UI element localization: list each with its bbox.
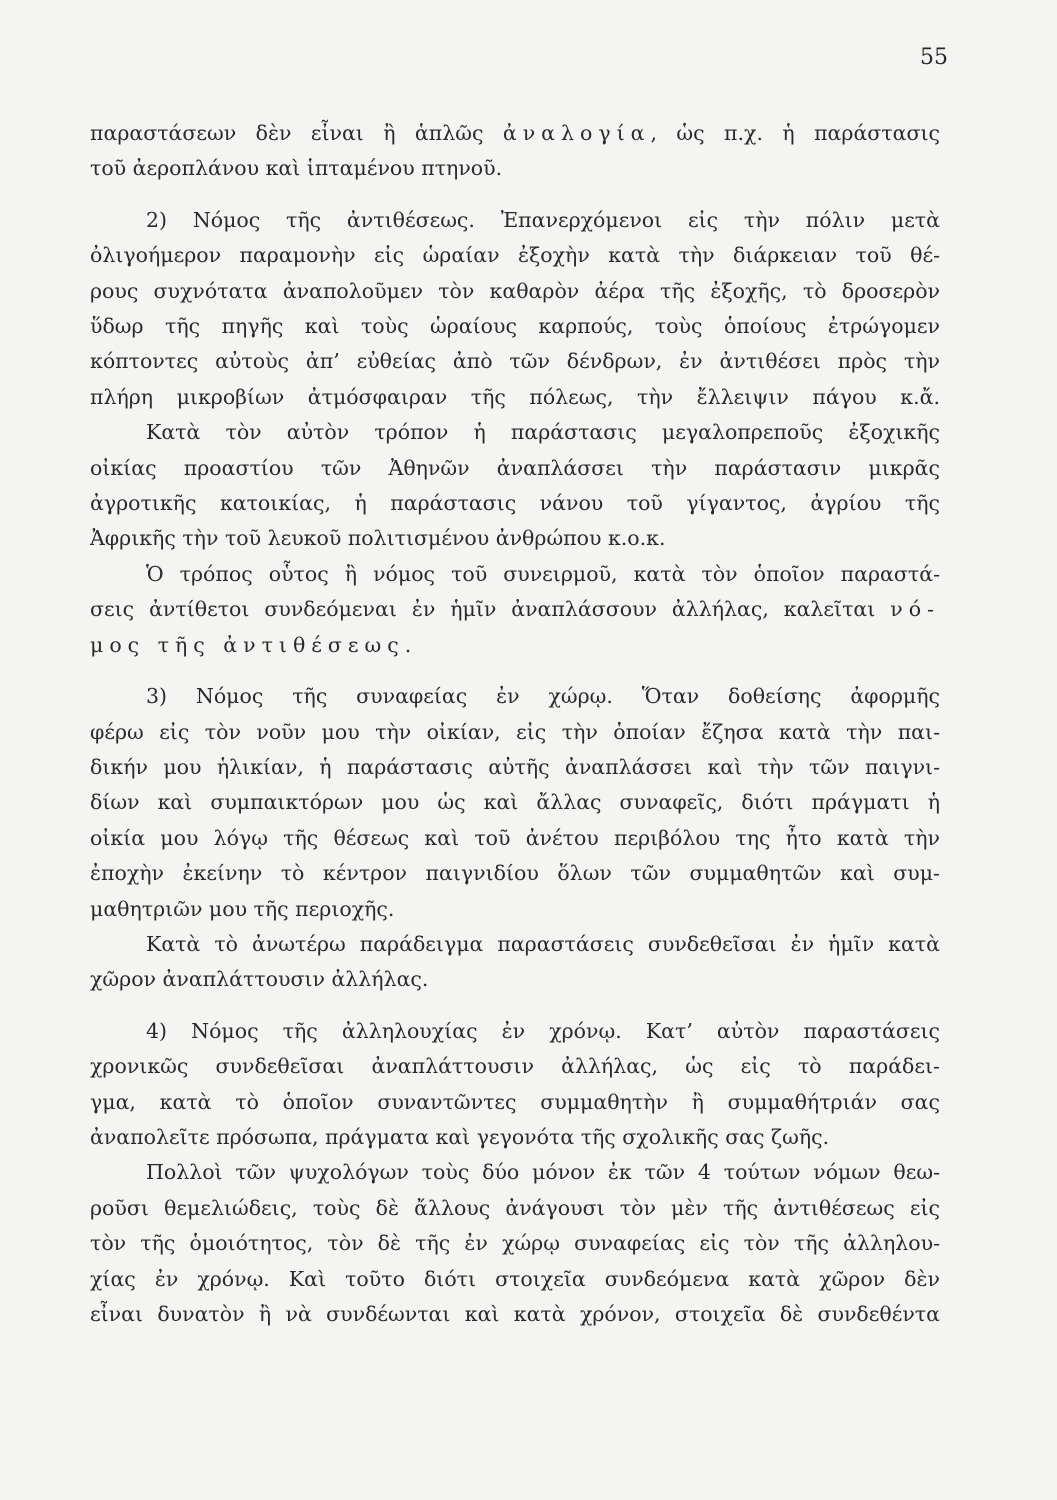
spaced-term: μος τῆς ἀντιθέσεως [90,632,405,657]
section-heading-line: 3) Νόμος τῆς συναφείας ἐν χώρῳ. Ὅταν δοθείσης ἀφορμῆς [146,684,940,709]
text-line: ἀγροτικῆς κατοικίας, ἡ παράστασις νάνου τοῦ γίγαντος, ἀγρίου τῆς [90,491,940,516]
text-line: πλήρη μικροβίων ἀτμόσφαιραν τῆς πόλεως, τὴν ἔλλειψιν πάγου κ.ἄ. [90,384,940,409]
text-line: ὕδωρ τῆς πηγῆς καὶ τοὺς ὡραίους καρπούς, τοὺς ὁποίους ἐτρώγομεν [90,314,940,339]
text-line: ὀλιγοήμερον παραμονὴν εἰς ὡραίαν ἐξοχὴν κατὰ τὴν διάρκειαν τοῦ θέ- [90,243,940,268]
section-heading-line: 4) Νόμος τῆς ἀλληλουχίας ἐν χρόνῳ. Κατ’ αὐτὸν παραστάσεις [146,1018,940,1043]
text-line: Κατὰ τὸ ἀνωτέρω παράδειγμα παραστάσεις συνδεθεῖσαι ἐν ἡμῖν κατὰ [146,931,940,956]
section-heading-line: 2) Νόμος τῆς ἀντιθέσεως. Ἐπανερχόμενοι εἰς τὴν πόλιν μετὰ [146,207,940,232]
text-line: οἰκία μου λόγῳ τῆς θέσεως καὶ τοῦ ἀνέτου περιβόλου της ἦτο κατὰ τὴν [90,825,940,850]
text-line: ροῦσι θεμελιώδεις, τοὺς δὲ ἄλλους ἀνάγουσι τὸν μὲν τῆς ἀντιθέσεως εἰς [90,1195,940,1220]
text-line: γμα, κατὰ τὸ ὁποῖον συναντῶντες συμμαθητὴν ἢ συμμαθήτριάν σας [90,1089,940,1114]
text-line: ἐποχὴν ἐκείνην τὸ κέντρον παιγνιδίου ὅλων τῶν συμμαθητῶν καὶ συμ- [90,861,940,886]
spaced-term: νό- [890,597,940,622]
text-line: Πολλοὶ τῶν ψυχολόγων τοὺς δύο μόνον ἐκ τῶν 4 τούτων νόμων θεω- [146,1160,940,1185]
text-line: μαθητριῶν μου τῆς περιοχῆς. [90,896,395,921]
text-line: ἀναπολεῖτε πρόσωπα, πράγματα καὶ γεγονότα τῆς σχολικῆς σας ζωῆς. [90,1124,830,1149]
text-line: κόπτοντες αὐτοὺς ἀπ’ εὐθείας ἀπὸ τῶν δένδρων, ἐν ἀντιθέσει πρὸς τὴν [90,349,940,374]
text-line: σεις ἀντίθετοι συνδεόμεναι ἐν ἡμῖν ἀναπλάσσουν ἀλλήλας, καλεῖται νό- [90,597,940,622]
text-line: χίας ἐν χρόνῳ. Καὶ τοῦτο διότι στοιχεῖα συνδεόμενα κατὰ χῶρον δὲν [90,1266,940,1291]
text-line: δίων καὶ συμπαικτόρων μου ὡς καὶ ἄλλας συναφεῖς, διότι πράγματι ἡ [90,790,940,815]
text-line: Ὁ τρόπος οὗτος ἢ νόμος τοῦ συνειρμοῦ, κατὰ τὸν ὁποῖον παραστά- [146,561,940,586]
text-line: τὸν τῆς ὁμοιότητος, τὸν δὲ τῆς ἐν χώρῳ συναφείας εἰς τὸν τῆς ἀλληλου- [90,1231,940,1256]
text-line: ρους συχνότατα ἀναπολοῦμεν τὸν καθαρὸν ἀέρα τῆς ἐξοχῆς, τὸ δροσερὸν [90,278,940,303]
text-line: παραστάσεων δὲν εἶναι ἢ ἁπλῶς ἀναλογία, ὡς π.χ. ἡ παράστασις [90,121,940,145]
text-line: οἰκίας προαστίου τῶν Ἀθηνῶν ἀναπλάσσει τὴν παράστασιν μικρᾶς [90,455,940,480]
spaced-term: ἀναλογία [502,121,651,145]
text-line: Κατὰ τὸν αὐτὸν τρόπον ἡ παράστασις μεγαλοπρεποῦς ἐξοχικῆς [146,420,940,445]
page-number: 55 [920,45,948,70]
body-text [90,116,940,1332]
text-line: μος τῆς ἀντιθέσεως. [90,632,412,657]
text-line: τοῦ ἀεροπλάνου καὶ ἱπταμένου πτηνοῦ. [90,156,503,181]
text-line: Ἀφρικῆς τὴν τοῦ λευκοῦ πολιτισμένου ἀνθρώπου κ.ο.κ. [90,526,666,551]
text-line: φέρω εἰς τὸν νοῦν μου τὴν οἰκίαν, εἰς τὴν ὁποίαν ἔζησα κατὰ τὴν παι- [90,719,940,744]
text-line: χῶρον ἀναπλάττουσιν ἀλλήλας. [90,967,429,992]
text-line: εἶναι δυνατὸν ἢ νὰ συνδέωνται καὶ κατὰ χρόνον, στοιχεῖα δὲ συνδεθέντα [90,1302,940,1326]
text-line: χρονικῶς συνδεθεῖσαι ἀναπλάττουσιν ἀλλήλας, ὡς εἰς τὸ παράδει- [90,1054,940,1079]
text-line: δικήν μου ἡλικίαν, ἡ παράστασις αὐτῆς ἀναπλάσσει καὶ τὴν τῶν παιγνι- [90,754,940,779]
